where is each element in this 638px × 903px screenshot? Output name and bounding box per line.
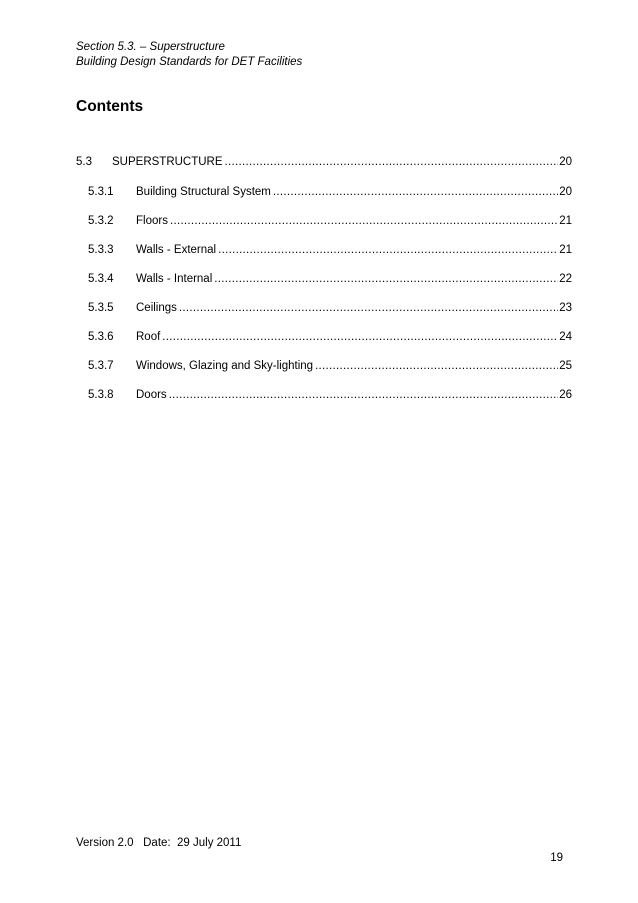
toc-entry-number: 5.3.6 — [88, 331, 114, 343]
toc-entry-label: Roof — [136, 331, 161, 343]
toc-leader-dots — [162, 330, 558, 345]
toc-entry-5-3-4[interactable] — [76, 272, 572, 301]
toc-entry-page: 22 — [559, 273, 572, 285]
toc-entry-5-3-2[interactable] — [76, 214, 572, 243]
toc-entry-number: 5.3.5 — [88, 302, 114, 314]
toc-leader-dots — [225, 155, 559, 170]
toc-entry-page: 23 — [559, 302, 572, 314]
footer-version-date: Version 2.0 Date: 29 July 2011 — [76, 837, 242, 849]
toc-entry-number: 5.3.7 — [88, 360, 114, 372]
toc-leader-dots — [218, 243, 558, 258]
toc-leader-dots — [214, 272, 558, 287]
toc-leader-dots — [169, 388, 559, 403]
toc-entry-page: 26 — [559, 389, 572, 401]
toc-entry-5-3-5[interactable] — [76, 301, 572, 330]
toc-entry-number: 5.3 — [76, 156, 92, 168]
toc-entry-5-3-1[interactable] — [76, 185, 572, 214]
toc-entry-5-3-6[interactable] — [76, 330, 572, 359]
toc-entry-page: 24 — [559, 331, 572, 343]
toc-entry-page: 20 — [559, 156, 572, 168]
toc-entry-number: 5.3.2 — [88, 215, 114, 227]
toc-entry-label: Windows, Glazing and Sky-lighting — [136, 360, 314, 372]
table-of-contents — [76, 155, 572, 417]
toc-entry-label: Doors — [136, 389, 167, 401]
toc-leader-dots — [179, 301, 558, 316]
toc-entry-page: 21 — [559, 215, 572, 227]
toc-entry-label: Walls - External — [136, 244, 217, 256]
toc-entry-5-3-3[interactable] — [76, 243, 572, 272]
toc-entry-page: 20 — [559, 186, 572, 198]
toc-entry-5-3-7[interactable] — [76, 359, 572, 388]
toc-entry-label: Building Structural System — [136, 186, 271, 198]
toc-leader-dots — [170, 214, 558, 229]
toc-entry-number: 5.3.1 — [88, 186, 114, 198]
toc-entry-number: 5.3.3 — [88, 244, 114, 256]
toc-entry-number: 5.3.8 — [88, 389, 114, 401]
toc-entry-5-3-8[interactable] — [76, 388, 572, 417]
toc-entry-page: 21 — [559, 244, 572, 256]
toc-leader-dots — [273, 185, 558, 200]
contents-heading: Contents — [76, 98, 144, 115]
toc-entry-page: 25 — [559, 360, 572, 372]
header-document-title: Building Design Standards for DET Facilities — [76, 56, 303, 68]
toc-entry-label: SUPERSTRUCTURE — [112, 156, 223, 168]
toc-entry-5-3[interactable] — [76, 155, 572, 185]
running-header — [76, 40, 302, 70]
header-section-title: Section 5.3. – Superstructure — [76, 41, 225, 53]
page-number: 19 — [550, 852, 563, 864]
toc-entry-label: Walls - Internal — [136, 273, 213, 285]
toc-entry-label: Ceilings — [136, 302, 177, 314]
toc-entry-number: 5.3.4 — [88, 273, 114, 285]
toc-entry-label: Floors — [136, 215, 168, 227]
toc-leader-dots — [315, 359, 558, 374]
